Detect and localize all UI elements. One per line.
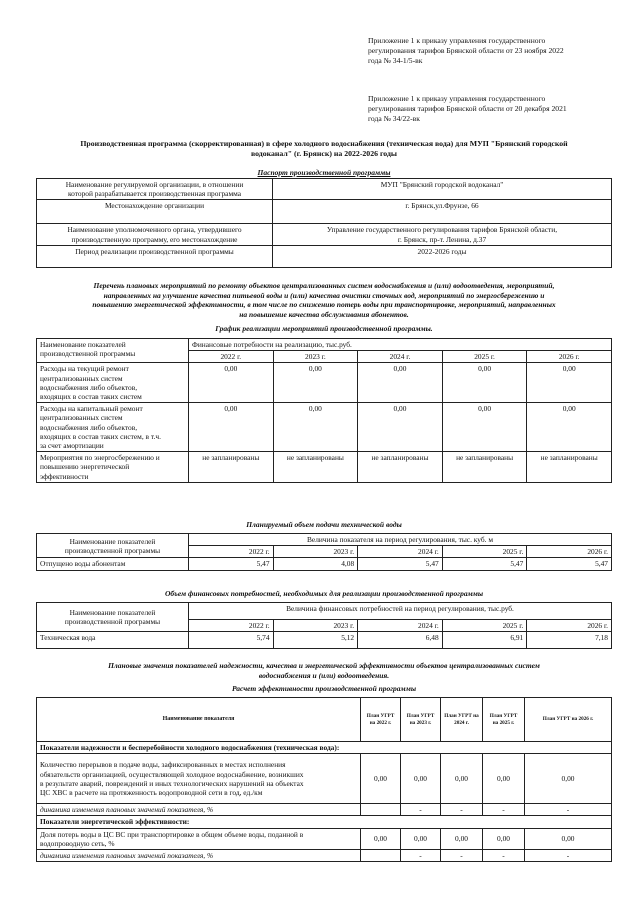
cell-value: не запланированы xyxy=(527,452,612,483)
cell-value: 4,08 xyxy=(273,558,358,570)
table-row xyxy=(37,200,612,224)
year-header: 2026 г. xyxy=(527,351,612,363)
row-label: Количество перерывов в подаче воды, зафиксированных в местах исполнения обязательств организацией, осуществляющей холодное водоснабжение, возникших в результате аварий, повреждений и иных технологических нарушений на объектах ЦС ХВС в расчете на протяженность водопроводной сети в год, ед./км xyxy=(37,754,361,804)
year-header: 2023 г. xyxy=(273,351,358,363)
cell-value: 5,47 xyxy=(527,558,612,570)
table-row xyxy=(37,558,612,570)
table-row xyxy=(37,363,612,403)
passport-heading: Паспорт производственной программы xyxy=(257,168,391,177)
table-row xyxy=(37,179,612,200)
cell-value: 0,00 xyxy=(361,754,401,804)
year-header: 2025 г. xyxy=(442,351,527,363)
cell-value: - xyxy=(441,850,483,862)
year-header: 2025 г. xyxy=(442,546,527,558)
cell-value: 0,00 xyxy=(273,403,358,452)
appendix-line: регулирования тарифов Брянской области от 20 декабря 2021 xyxy=(368,104,567,114)
year-header: 2024 г. xyxy=(358,620,443,632)
column-header: Наименование показателя xyxy=(37,698,361,742)
volume-table xyxy=(36,533,612,571)
group-header: Финансовые потребности на реализацию, тыс.руб. xyxy=(189,339,612,351)
passport-table xyxy=(36,178,612,268)
finance-heading: Объем финансовых потребностей, необходимых для реализации производственной программы xyxy=(164,589,484,598)
appendix-line: года № 34/22-вк xyxy=(368,114,420,124)
row-label: Отпущено воды абонентам xyxy=(37,558,189,570)
schedule-table xyxy=(36,338,612,483)
planned-heading: Плановые значения показателей надежности, качества и энергетической эффективности объектов централизованных систем водоснабжения и (или) водоотведения. xyxy=(108,661,540,680)
cell-value: 5,74 xyxy=(189,632,274,649)
plan-header: План УГРТ на 2026 г. xyxy=(525,698,612,742)
year-header: 2024 г. xyxy=(358,546,443,558)
cell-value: 0,00 xyxy=(525,828,612,849)
cell-value: 0,00 xyxy=(483,754,525,804)
table-row xyxy=(37,632,612,649)
row-label: Техническая вода xyxy=(37,632,189,649)
cell-value: 0,00 xyxy=(358,403,443,452)
year-header: 2022 г. xyxy=(189,351,274,363)
cell-value: 0,00 xyxy=(401,828,441,849)
section-header: Показатели надежности и бесперебойности холодного водоснабжения (техническая вода): xyxy=(37,742,612,754)
passport-label: Местонахождение организации xyxy=(37,200,273,224)
column-header: Наименование показателей производственной программы xyxy=(37,603,189,632)
volume-heading: Планируемый объем подачи технической воды xyxy=(246,520,402,529)
appendix-note-original xyxy=(368,94,618,125)
cell-value: 0,00 xyxy=(358,363,443,403)
table-row xyxy=(37,534,612,546)
table-row xyxy=(37,742,612,754)
cell-value: 5,47 xyxy=(442,558,527,570)
passport-value: 2022-2026 годы xyxy=(273,245,612,267)
cell-value: - xyxy=(483,850,525,862)
passport-label: Наименование уполномоченного органа, утвердившего производственную программу, его местонахождение xyxy=(37,224,273,245)
year-header: 2022 г. xyxy=(189,620,274,632)
appendix-note-current xyxy=(368,36,618,67)
table-row xyxy=(37,698,612,742)
passport-label: Наименование регулируемой организации, в отношении которой разрабатывается производственная программа xyxy=(37,179,273,200)
cell-value: 5,47 xyxy=(358,558,443,570)
year-header: 2026 г. xyxy=(527,620,612,632)
table-row xyxy=(37,603,612,620)
finance-table xyxy=(36,602,612,649)
cell-value: 6,91 xyxy=(442,632,527,649)
cell-value: 0,00 xyxy=(401,754,441,804)
cell-value: - xyxy=(525,850,612,862)
cell-value: 0,00 xyxy=(525,754,612,804)
cell-value: 0,00 xyxy=(361,828,401,849)
year-header: 2025 г. xyxy=(442,620,527,632)
passport-value: Управление государственного регулирования тарифов Брянской области, г. Брянск, пр-т. Ленина, д.37 xyxy=(273,224,612,245)
cell-value: - xyxy=(401,850,441,862)
measures-heading: Перечень плановых мероприятий по ремонту объектов централизованных систем водоснабжения и (или) водоотведения, мероприятий, направленных на улучшение качества питьевой воды и (или) качества очистки сточных вод, мероприятий по энергосбережению и повышению энергетической эффективности, в том числе по снижению потерь воды при транспортировке, мероприятий, направленных на повышение качества обслуживания абонентов. xyxy=(92,281,556,319)
appendix-line: Приложение 1 к приказу управления государственного xyxy=(368,94,546,103)
appendix-line: регулирования тарифов Брянской области от 23 ноября 2022 xyxy=(368,46,564,56)
cell-value: 0,00 xyxy=(189,403,274,452)
row-label: Доля потерь воды в ЦС ВС при транспортировке в общем объеме воды, поданной в водопроводную сеть, % xyxy=(37,828,361,849)
row-label: Расходы на текущий ремонт централизованных систем водоснабжения либо объектов, входящих в состав таких систем xyxy=(37,363,189,403)
passport-value: МУП "Брянский городской водоканал" xyxy=(273,179,612,200)
plan-header: План УГРТ на 2022 г. xyxy=(361,698,401,742)
column-header: Наименование показателей производственной программы xyxy=(37,339,189,363)
cell-value: 0,00 xyxy=(273,363,358,403)
cell-value: не запланированы xyxy=(442,452,527,483)
plan-header: План УГРТ на 2023 г. xyxy=(401,698,441,742)
table-row xyxy=(37,403,612,452)
group-header: Величина финансовых потребностей на период регулирования, тыс.руб. xyxy=(189,603,612,620)
appendix-line: года № 34-1/5-вк xyxy=(368,56,423,66)
cell-value: 6,48 xyxy=(358,632,443,649)
cell-value: 0,00 xyxy=(483,828,525,849)
year-header: 2022 г. xyxy=(189,546,274,558)
section-header: Показатели энергетической эффективности: xyxy=(37,816,612,828)
passport-label: Период реализации производственной программы xyxy=(37,245,273,267)
schedule-heading: График реализации мероприятий производственной программы. xyxy=(215,324,433,333)
table-row xyxy=(37,245,612,267)
cell-value: 0,00 xyxy=(441,828,483,849)
cell-value xyxy=(361,804,401,816)
cell-value: 0,00 xyxy=(442,403,527,452)
plan-header: План УГРТ на 2024 г. xyxy=(441,698,483,742)
title-line: Производственная программа (скорректированная) в сфере холодного водоснабжения (техническая вода) для МУП "Брянский городской xyxy=(80,139,568,148)
cell-value: 0,00 xyxy=(442,363,527,403)
table-row xyxy=(37,452,612,483)
efficiency-table xyxy=(36,697,612,862)
cell-value: не запланированы xyxy=(189,452,274,483)
table-row xyxy=(37,754,612,804)
row-label: Расходы на капитальный ремонт централизованных систем водоснабжения либо объектов, входящих в состав таких систем, в т.ч. за счет амортизации xyxy=(37,403,189,452)
cell-value: 0,00 xyxy=(189,363,274,403)
year-header: 2023 г. xyxy=(273,546,358,558)
cell-value: не запланированы xyxy=(273,452,358,483)
row-label: динамика изменения плановых значений показателя, % xyxy=(37,804,361,816)
table-row xyxy=(37,816,612,828)
table-row xyxy=(37,804,612,816)
table-row xyxy=(37,224,612,245)
efficiency-heading: Расчет эффективности производственной программы xyxy=(231,684,417,693)
table-row xyxy=(37,828,612,849)
year-header: 2024 г. xyxy=(358,351,443,363)
row-label: динамика изменения плановых значений показателя, % xyxy=(37,850,361,862)
cell-value: 5,47 xyxy=(189,558,274,570)
cell-value: 0,00 xyxy=(441,754,483,804)
year-header: 2023 г. xyxy=(273,620,358,632)
year-header: 2026 г. xyxy=(527,546,612,558)
title-line: водоканал" (г. Брянск) на 2022-2026 годы xyxy=(250,149,398,158)
cell-value: 5,12 xyxy=(273,632,358,649)
cell-value: 0,00 xyxy=(527,363,612,403)
passport-value: г. Брянск,ул.Фрунзе, 66 xyxy=(273,200,612,224)
cell-value: - xyxy=(401,804,441,816)
cell-value: - xyxy=(483,804,525,816)
plan-header: План УГРТ на 2025 г. xyxy=(483,698,525,742)
row-label: Мероприятия по энергосбережению и повышению энергетической эффективности xyxy=(37,452,189,483)
cell-value: 7,18 xyxy=(527,632,612,649)
cell-value: - xyxy=(441,804,483,816)
cell-value: 0,00 xyxy=(527,403,612,452)
document-title xyxy=(36,139,612,159)
table-row xyxy=(37,339,612,351)
table-row xyxy=(37,850,612,862)
appendix-line: Приложение 1 к приказу управления государственного xyxy=(368,36,546,45)
column-header: Наименование показателей производственной программы xyxy=(37,534,189,558)
group-header: Величина показателя на период регулирования, тыс. куб. м xyxy=(189,534,612,546)
cell-value: не запланированы xyxy=(358,452,443,483)
cell-value: - xyxy=(525,804,612,816)
cell-value xyxy=(361,850,401,862)
